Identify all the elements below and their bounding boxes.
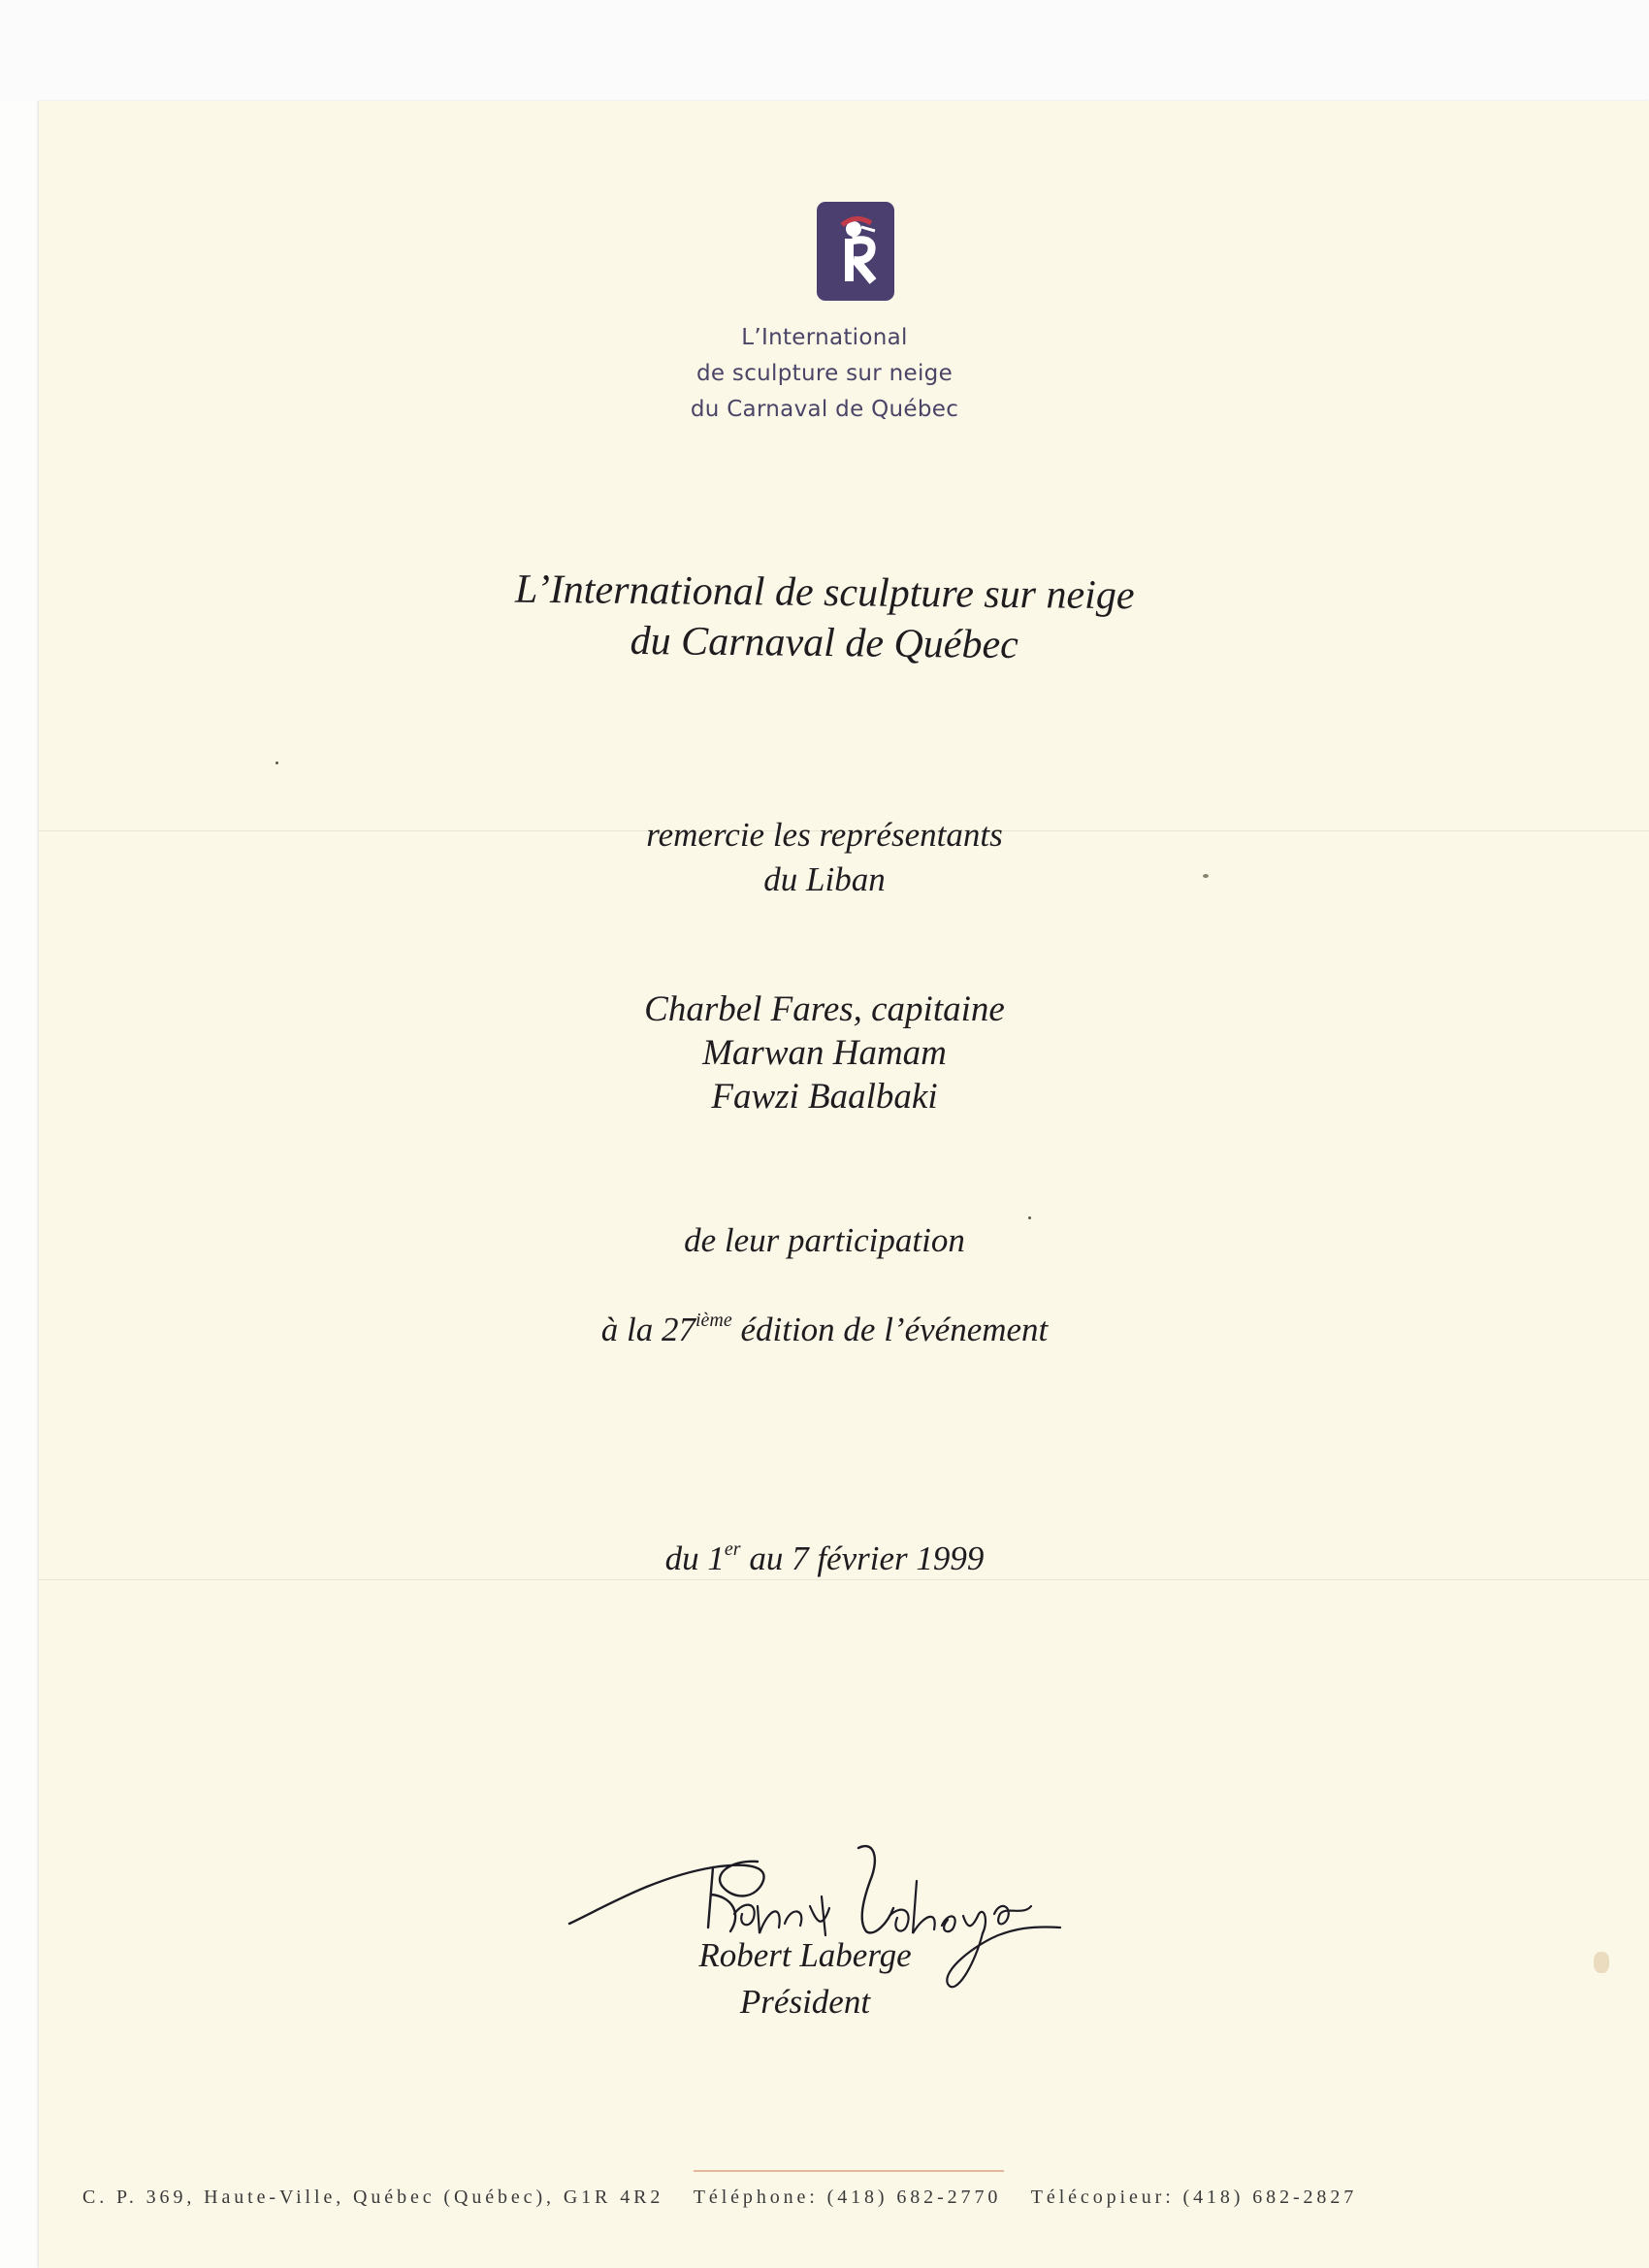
footer-divider bbox=[694, 2170, 1004, 2172]
edition-prefix: à la 27 bbox=[600, 1311, 695, 1348]
letterhead-line: du Carnaval de Québec bbox=[690, 397, 959, 422]
signatory-name: Robert Laberge bbox=[698, 1936, 912, 1974]
participants-list bbox=[0, 988, 1649, 1118]
scan-background bbox=[0, 0, 1649, 101]
paper-stain bbox=[1594, 1952, 1609, 1973]
signatory-role: Président bbox=[739, 1983, 871, 2021]
footer-contact bbox=[82, 2187, 1634, 2209]
event-dates bbox=[0, 1537, 1649, 1581]
participant-name: Charbel Fares, capitaine bbox=[644, 989, 1005, 1029]
title-line: L’International de sculpture sur neige bbox=[514, 567, 1135, 619]
dates-ordinal: er bbox=[724, 1539, 741, 1560]
snow-sculptor-logo-icon bbox=[817, 202, 894, 301]
thanks-block bbox=[0, 813, 1649, 902]
dates-prefix: du 1 bbox=[664, 1539, 725, 1577]
footer-address: C. P. 369, Haute-Ville, Québec (Québec), G1R 4R2 bbox=[82, 2187, 664, 2208]
paper-speck bbox=[275, 761, 278, 764]
letterhead bbox=[0, 320, 1649, 428]
letterhead-line: L’International bbox=[741, 325, 908, 350]
thanks-country: du Liban bbox=[763, 860, 886, 898]
certificate-title bbox=[0, 559, 1649, 677]
edition-suffix: édition de l’événement bbox=[731, 1311, 1049, 1348]
thanks-line: remercie les représentants bbox=[646, 816, 1003, 854]
footer-phone: Téléphone: (418) 682-2770 bbox=[693, 2187, 1002, 2208]
title-line: du Carnaval de Québec bbox=[630, 618, 1018, 668]
participation-line: de leur participation bbox=[684, 1221, 965, 1259]
letterhead-line: de sculpture sur neige bbox=[695, 361, 954, 386]
participant-name: Marwan Hamam bbox=[702, 1033, 947, 1073]
participant-name: Fawzi Baalbaki bbox=[711, 1077, 938, 1117]
edition-ordinal: ième bbox=[695, 1310, 732, 1331]
footer-fax: Télécopieur: (418) 682-2827 bbox=[1030, 2187, 1358, 2208]
edition-line bbox=[0, 1308, 1649, 1352]
dates-suffix: au 7 février 1999 bbox=[740, 1539, 985, 1577]
